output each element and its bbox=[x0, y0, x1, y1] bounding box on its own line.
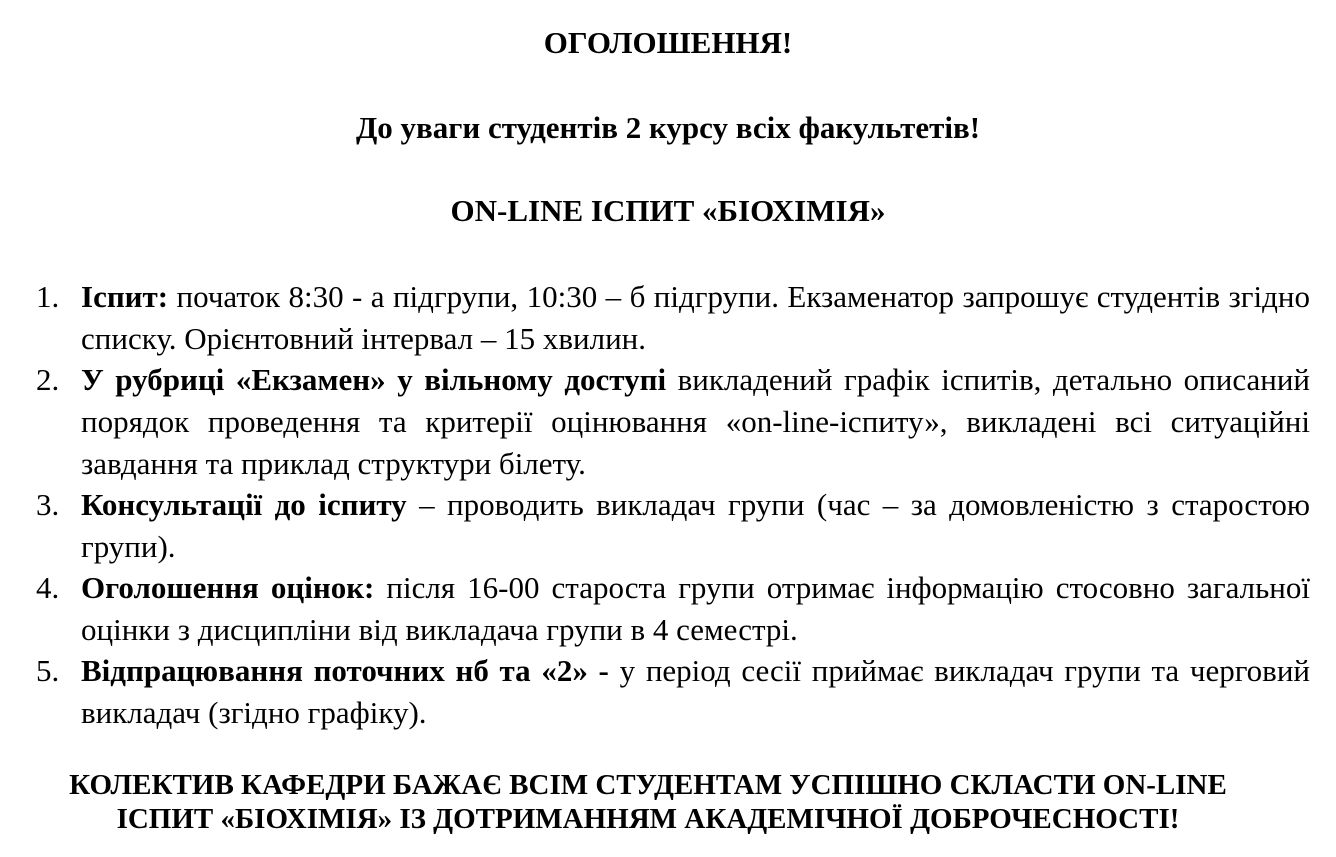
item-body: викладений графік іспитів, детально описаний порядок проведення та критерії оцінювання «on-line-іспиту», викладені всі ситуаційні завдання та приклад структури білету. bbox=[81, 362, 1310, 481]
item-bold-label: Іспит: bbox=[81, 279, 169, 314]
closing-line-1: КОЛЕКТИВ КАФЕДРИ БАЖАЄ ВСІМ СТУДЕНТАМ УСПІШНО СКЛАСТИ ON-LINE bbox=[69, 769, 1227, 801]
item-body: початок 8:30 - а підгрупи, 10:30 – б підгрупи. Екзаменатор запрошує студентів згідно списку. Орієнтовний інтервал – 15 хвилин. bbox=[81, 279, 1310, 356]
item-number: 2. bbox=[36, 362, 60, 397]
item-bold-label: Відпрацювання поточних нб та «2» - bbox=[81, 653, 609, 688]
item-text bbox=[81, 359, 1310, 485]
item-text bbox=[81, 276, 1310, 360]
item-body: – проводить викладач групи (час – за домовленістю з старостою групи). bbox=[81, 487, 1310, 564]
item-text bbox=[81, 650, 1310, 734]
item-body: у період сесії приймає викладач групи та черговий викладач (згідно графіку). bbox=[81, 653, 1310, 730]
item-number: 3. bbox=[36, 487, 60, 522]
item-bold-label: Оголошення оцінок: bbox=[81, 570, 375, 605]
item-number: 5. bbox=[36, 653, 60, 688]
closing-message bbox=[0, 768, 1296, 836]
item-number: 1. bbox=[36, 279, 60, 314]
item-number: 4. bbox=[36, 570, 60, 605]
item-bold-label: Консультації до іспиту bbox=[81, 487, 407, 522]
closing-line-2: ІСПИТ «БІОХІМІЯ» ІЗ ДОТРИМАННЯМ АКАДЕМІЧНОЇ ДОБРОЧЕСНОСТІ! bbox=[116, 803, 1180, 835]
item-bold-label: У рубриці «Екзамен» у вільному доступі bbox=[81, 362, 667, 397]
item-body: після 16-00 староста групи отримає інформацію стосовно загальної оцінки з дисципліни від викладача групи в 4 семестрі. bbox=[81, 570, 1310, 647]
item-text bbox=[81, 567, 1310, 651]
audience-heading: До уваги студентів 2 курсу всіх факультетів! bbox=[355, 110, 981, 145]
announcement-title: ОГОЛОШЕННЯ! bbox=[543, 25, 793, 60]
item-text bbox=[81, 484, 1310, 568]
exam-title: ON-LINE ІСПИТ «БІОХІМІЯ» bbox=[450, 193, 886, 228]
